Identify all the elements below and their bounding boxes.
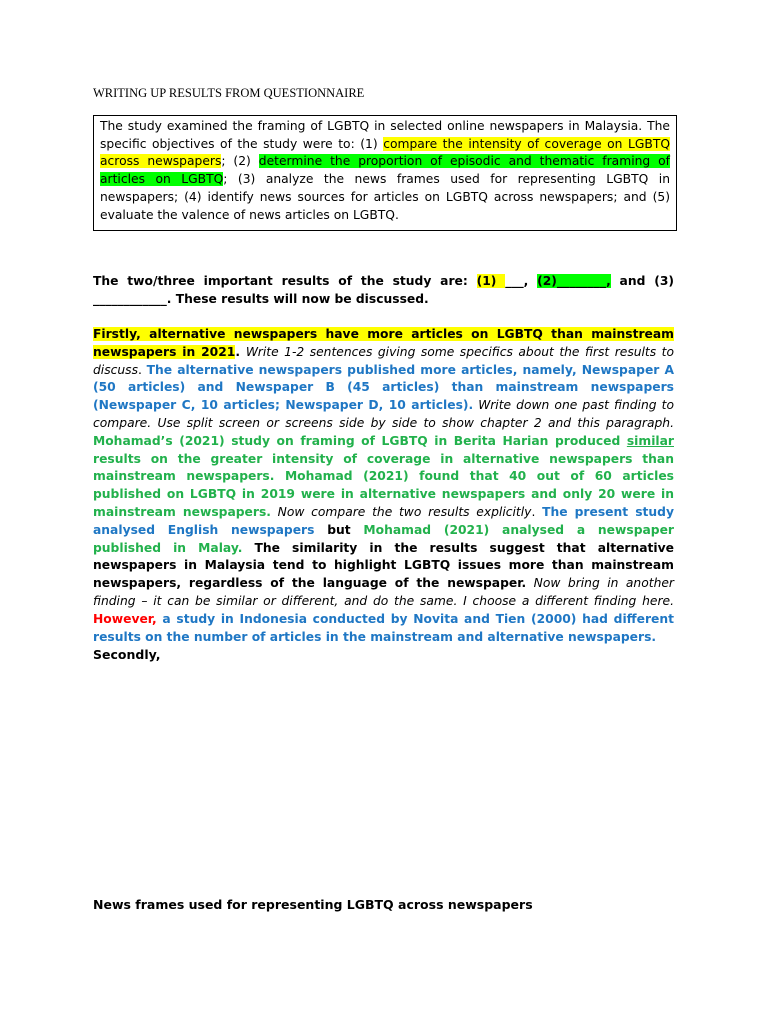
result-1-marker: (1) bbox=[476, 274, 506, 288]
contrast-finding-text: a study in Indonesia conducted by Novita and Tien (2000) had different results on the number of articles in the mainstream and alternative newspapers. bbox=[93, 611, 674, 644]
specifics-text: The alternative newspapers published more articles, namely, Newspaper A (50 articles) and Newspaper B (45 articles) than mainstream newspapers (Newspaper C, 10 articles; Newspaper D, 10 articles). bbox=[93, 362, 674, 413]
past-finding-text-b: results on the greater intensity of coverage in alternative newspapers than mainstream newspapers. Mohamad (2021) found that 40 out of 60 articles published on LGBTQ in 2019 were in alternative newspapers and only 20 were in mainstream newspapers. bbox=[93, 451, 674, 519]
instruction-3: Now compare the two results explicitly bbox=[270, 504, 532, 519]
results-tail: and (3) ____________. These results will now be discussed. bbox=[93, 274, 675, 306]
conclusion-text: The similarity in the results suggest that alternative newspapers in Malaysia tend to highlight LGBTQ issues more than mainstream newspapers, regardless of the language of the newspaper. bbox=[93, 540, 675, 591]
results-summary-paragraph bbox=[93, 273, 674, 309]
past-finding-text-a: Mohamad’s (2021) study on framing of LGBTQ in Berita Harian produced bbox=[93, 433, 627, 448]
objectives-text-1: The study examined the framing of LGBTQ in selected online newspapers in Malaysia. The specific objectives of the study were to: (1) bbox=[100, 119, 670, 151]
first-result-claim: Firstly, alternative newspapers have more articles on LGBTQ than mainstream newspapers in 2021 bbox=[93, 327, 674, 359]
instruction-3-dot: . bbox=[531, 504, 543, 519]
instruction-2: Write down one past finding to compare. Use split screen or screens side by side to show chapter 2 and this paragraph. bbox=[93, 398, 674, 430]
however-word: However, bbox=[93, 611, 157, 626]
result-1-blank: ___, bbox=[505, 274, 538, 288]
objective-2-highlight: determine the proportion of episodic and thematic framing of articles on LGBTQ bbox=[100, 154, 670, 187]
objectives-text-3: ; (3) analyze the news frames used for representing LGBTQ in newspapers; (4) identify news sources for articles on LGBTQ across newspapers; and (5) evaluate the valence of news articles on LGBTQ. bbox=[100, 172, 670, 222]
objective-1-highlight: compare the intensity of coverage on LGBTQ across newspapers bbox=[100, 136, 671, 169]
instruction-1: Write 1-2 sentences giving some specifics about the first results to discuss bbox=[93, 344, 674, 377]
news-frames-heading: News frames used for representing LGBTQ across newspapers bbox=[93, 897, 533, 912]
comparison-but: but bbox=[314, 522, 364, 537]
first-result-paragraph bbox=[93, 326, 674, 646]
comparison-present-study: The present study analysed English newspapers bbox=[93, 504, 674, 537]
result-2-marker: (2)________, bbox=[537, 274, 611, 288]
first-result-claim-end: . bbox=[235, 344, 246, 359]
document-heading: WRITING UP RESULTS FROM QUESTIONNAIRE bbox=[93, 86, 365, 100]
comparison-past-study: Mohamad (2021) analysed a newspaper published in Malay. bbox=[93, 522, 674, 555]
past-finding-similar: similar bbox=[626, 433, 674, 448]
instruction-4: Now bring in another finding – it can be similar or different, and do the same. I choose a different finding here. bbox=[93, 576, 674, 608]
objectives-box bbox=[93, 115, 677, 231]
objectives-text-2: ; (2) bbox=[221, 154, 259, 169]
secondly-label: Secondly, bbox=[93, 647, 161, 662]
instruction-1-dot: . bbox=[138, 362, 147, 377]
results-lead: The two/three important results of the study are: bbox=[93, 274, 477, 288]
